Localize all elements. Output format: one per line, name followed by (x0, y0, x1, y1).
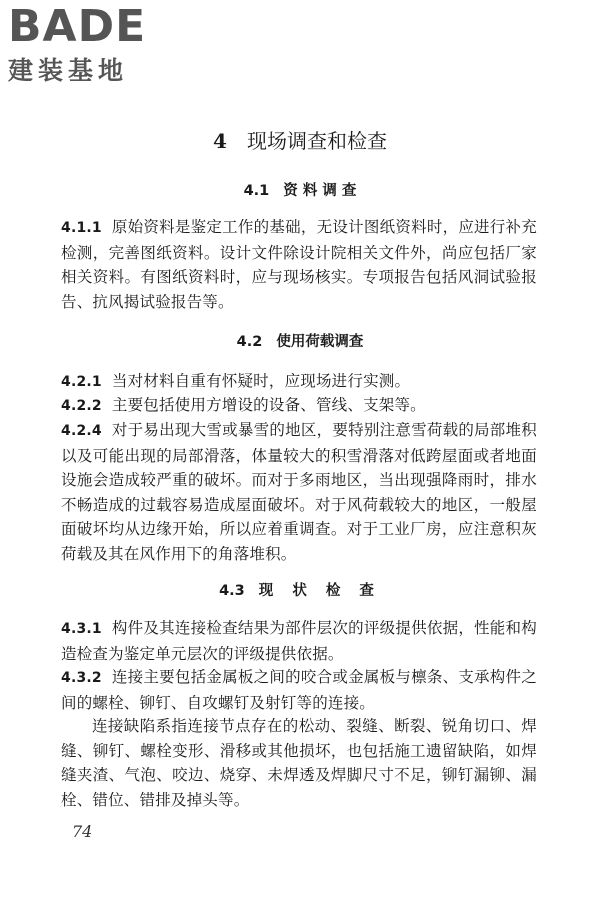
clause-4-2-2 (61, 393, 537, 419)
page-number: 74 (72, 822, 93, 841)
clause-number: 4.2.4 (61, 423, 102, 439)
section-title: 现 状 检 查 (258, 583, 381, 599)
clause-text: 主要包括使用方增设的设备、管线、支架等。 (111, 396, 426, 414)
chapter-title: 现场调查和检查 (246, 129, 387, 153)
clause-number: 4.3.1 (61, 621, 102, 637)
section-heading-4-1 (0, 181, 600, 201)
paragraph-text: 连接缺陷系指连接节点存在的松动、裂缝、断裂、锐角切口、焊缝、铆钉、螺栓变形、滑移或其他损坏，也包括施工遗留缺陷，如焊缝夹渣、气泡、咬边、烧穿、未焊透及焊脚尺寸不足，铆钉漏铆、漏栓、错位、错排及掉头等。 (61, 717, 537, 809)
logo-wordmark: BADE (8, 1, 147, 52)
paragraph-connection-defects (61, 714, 537, 812)
section-number: 4.1 (243, 183, 270, 199)
clause-4-1-1 (61, 215, 537, 314)
clause-text: 连接主要包括金属板之间的咬合或金属板与檩条、支承构件之间的螺栓、铆钉、自攻螺钉及射钉等的连接。 (61, 668, 537, 712)
logo-chinese: 建装基地 (8, 56, 129, 85)
clause-4-2-4 (61, 418, 537, 567)
section-heading-4-2 (0, 332, 600, 352)
section-heading-4-3 (0, 581, 600, 601)
section-title: 使用荷载调查 (276, 334, 364, 350)
section-title: 资 料 调 查 (283, 183, 357, 199)
section-number: 4.3 (219, 583, 245, 599)
chapter-heading (0, 126, 600, 156)
clause-text: 对于易出现大雪或暴雪的地区，要特别注意雪荷载的局部堆积以及可能出现的局部滑落，体量较大的积雪滑落对低跨屋面或者地面设施会造成较严重的破坏。而对于多雨地区，当出现强降雨时，排水不畅造成的过载容易造成屋面破坏。对于风荷载较大的地区，一般屋面破坏均从边缘开始，所以应着重调查。对于工业厂房，应注意积灰荷载及其在风作用下的角落堆积。 (61, 421, 537, 563)
clause-4-3-2 (61, 665, 537, 715)
clause-number: 4.2.1 (61, 374, 102, 390)
clause-number: 4.2.2 (61, 398, 102, 414)
clause-number: 4.3.2 (61, 670, 102, 686)
bade-logo (8, 1, 178, 86)
clause-number: 4.1.1 (61, 220, 102, 236)
section-number: 4.2 (236, 334, 263, 350)
chapter-number: 4 (213, 129, 227, 153)
clause-text: 构件及其连接检查结果为部件层次的评级提供依据，性能和构造检查为鉴定单元层次的评级提供依据。 (61, 619, 537, 663)
clause-text: 当对材料自重有怀疑时，应现场进行实测。 (111, 372, 411, 390)
clause-4-2-1 (61, 369, 537, 395)
clause-text: 原始资料是鉴定工作的基础，无设计图纸资料时，应进行补充检测，完善图纸资料。设计文件除设计院相关文件外，尚应包括厂家相关资料。有图纸资料时，应与现场核实。专项报告包括风洞试验报告、抗风揭试验报告等。 (61, 218, 537, 311)
clause-4-3-1 (61, 616, 537, 666)
